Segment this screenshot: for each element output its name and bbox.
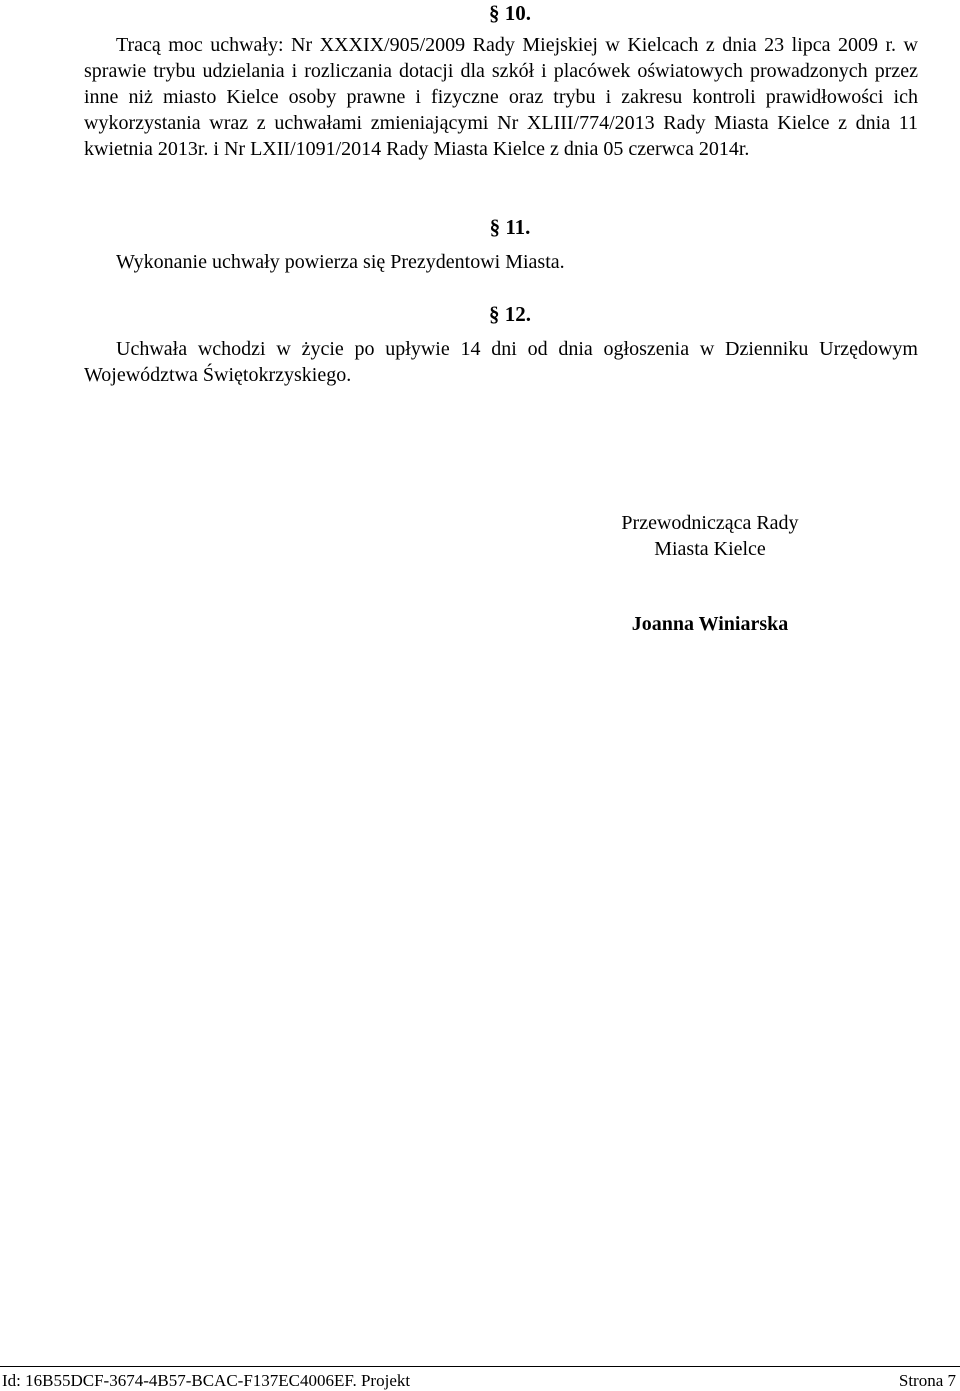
- section-12-text: Uchwała wchodzi w życie po upływie 14 dni od dnia ogłoszenia w Dzienniku Urzędowym Województwa Świętokrzyskiego.: [84, 338, 918, 386]
- signature-name: Joanna Winiarska: [631, 613, 789, 635]
- signature-title-line1: Przewodnicząca Rady: [621, 512, 799, 534]
- section-11-heading: § 11.: [489, 215, 531, 239]
- section-10-heading: § 10.: [489, 1, 531, 25]
- page-number: Strona 7: [898, 1371, 956, 1390]
- page-footer: [0, 1370, 956, 1391]
- section-11-text: Wykonanie uchwały powierza się Prezydentowi Miasta.: [116, 251, 565, 273]
- section-10-text: Tracą moc uchwały: Nr XXXIX/905/2009 Rady Miejskiej w Kielcach z dnia 23 lipca 2009 r. w sprawie trybu udzielania i rozliczania dotacji dla szkół i placówek oświatowych prowadzonych przez inne niż miasto Kielce osoby prawne i fizyczne oraz trybu i zakresu kontroli prawidłowości ich wykorzystania wraz z uchwałami zmieniającymi Nr XLIII/774/2013 Rady Miasta Kielce z dnia 11 kwietnia 2013r. i Nr LXII/1091/2014 Rady Miasta Kielce z dnia 05 czerwca 2014r.: [84, 34, 918, 160]
- document-id: Id: 16B55DCF-3674-4B57-BCAC-F137EC4006EF. Projekt: [2, 1371, 411, 1390]
- footer-divider: [0, 1366, 960, 1367]
- signature-block: [560, 510, 860, 562]
- signature-title-line2: Miasta Kielce: [654, 538, 766, 560]
- section-12-heading: § 12.: [489, 302, 531, 326]
